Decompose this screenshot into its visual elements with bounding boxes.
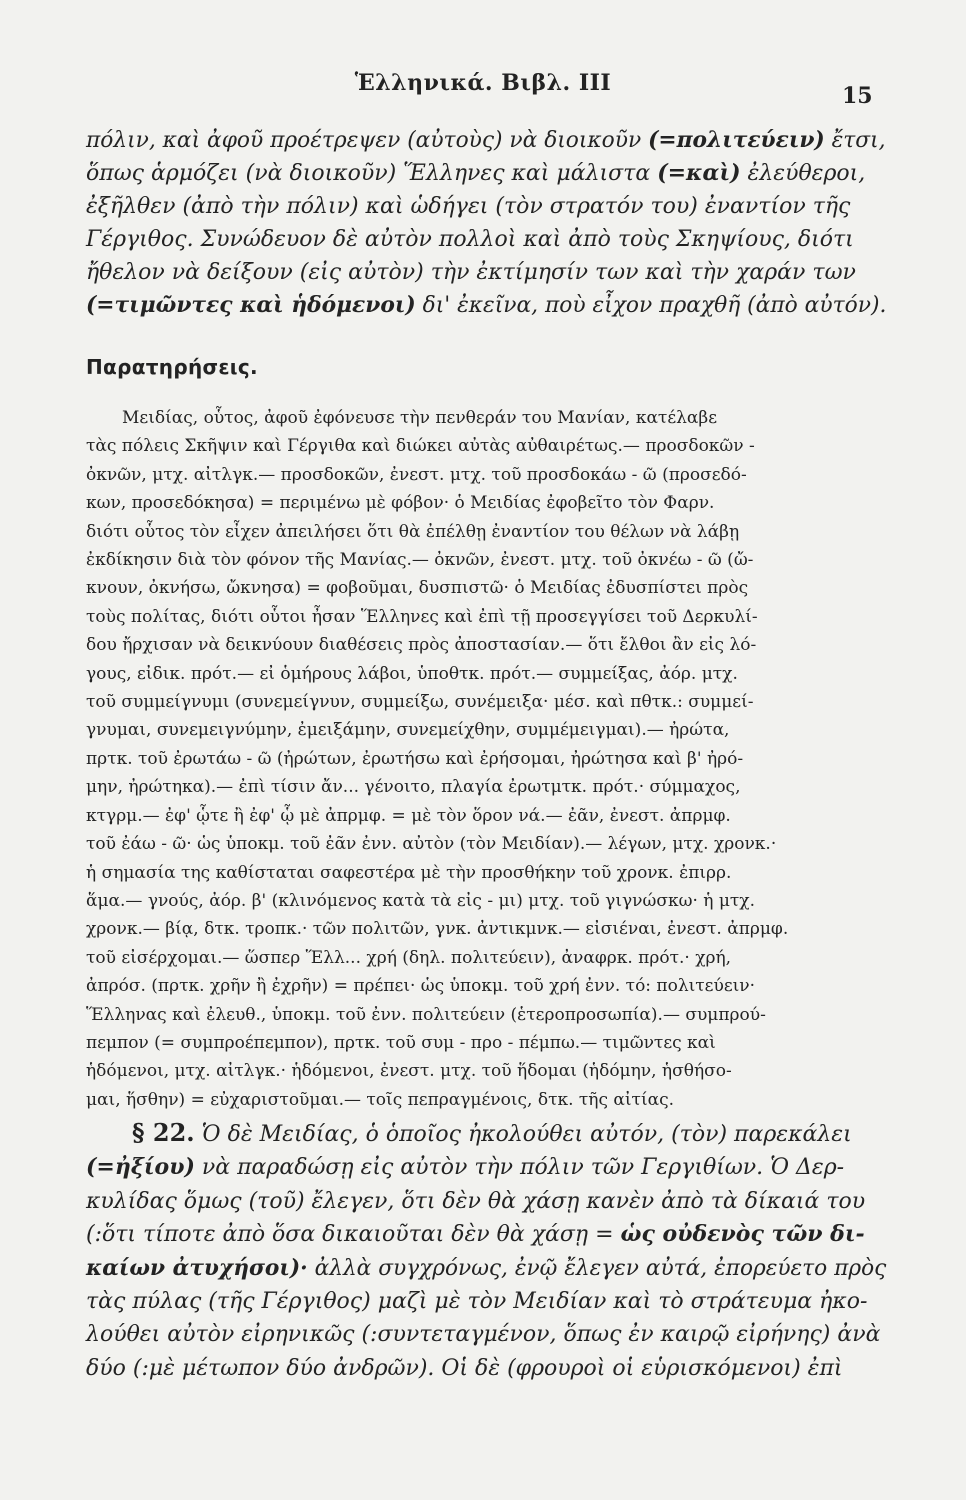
note-line: πεμπον (= συμπροέπεμπον), πρτκ. τοῦ συμ - προ - πέμπω.— τιμῶντες καὶ <box>86 1032 716 1053</box>
note-line: δου ἤρχισαν νὰ δεικνύουν διαθέσεις πρὸς ἀποστασίαν.— ὅτι ἔλθοι ἂν εἰς λό- <box>86 635 757 656</box>
note-line: κτγρμ.— ἐφ' ᾧτε ἢ ἐφ' ᾧ μὲ ἀπρμφ. = μὲ τὸν ὅρον νά.— ἐᾶν, ἐνεστ. ἀπρμφ. <box>86 805 731 826</box>
notes-heading: Παρατηρήσεις. <box>86 355 258 379</box>
note-line: κνουν, ὀκνήσω, ὤκνησα) = φοβοῦμαι, δυσπιστῶ· ὁ Μειδίας ἐδυσπίστει πρὸς <box>86 578 749 599</box>
text-line: τὰς πύλας (τῆς Γέργιθος) μαζὶ μὲ τὸν Μειδίαν καὶ τὸ στράτευμα ἠκο- <box>86 1289 868 1315</box>
note-line: ἡδόμενοι, μτχ. αἰτλγκ.· ἡδόμενοι, ἐνεστ. μτχ. τοῦ ἥδομαι (ἡδόμην, ἡσθήσο- <box>86 1061 732 1082</box>
section-22-paragraph <box>86 1116 886 1385</box>
text-line: κυλίδας ὅμως (τοῦ) ἔλεγεν, ὅτι δὲν θὰ χάσῃ κανὲν ἀπὸ τὰ δίκαιά του <box>86 1188 866 1214</box>
text-line: δύο (:μὲ μέτωπον δύο ἀνδρῶν). Οἱ δὲ (φρουροὶ οἱ εὑρισκόμενοι) ἐπὶ <box>86 1355 843 1381</box>
note-line: διότι οὗτος τὸν εἶχεν ἀπειλήσει ὅτι θὰ ἐπέλθῃ ἐναντίον του θέλων νὰ λάβῃ <box>86 521 740 542</box>
note-line: τοῦ εἰσέρχομαι.— ὥσπερ Ἕλλ... χρή (δηλ. πολιτεύειν), ἀναφρκ. πρότ.· χρή, <box>86 947 732 968</box>
note-line: τοὺς πολίτας, διότι οὗτοι ἦσαν Ἕλληνες καὶ ἐπὶ τῇ προσεγγίσει τοῦ Δερκυλί- <box>86 606 758 627</box>
note-line: πρτκ. τοῦ ἐρωτάω - ῶ (ἠρώτων, ἐρωτήσω καὶ ἐρήσομαι, ἠρώτησα καὶ β' ἠρό- <box>86 748 744 769</box>
page-number: 15 <box>842 83 873 109</box>
note-line: γους, εἰδικ. πρότ.— εἰ ὁμήρους λάβοι, ὑποθτκ. πρότ.— συμμείξας, ἀόρ. μτχ. <box>86 663 738 684</box>
text-line: λούθει αὐτὸν εἰρηνικῶς (:συντεταγμένον, ὅπως ἐν καιρῷ εἰρήνης) ἀνὰ <box>86 1322 881 1348</box>
note-line: ἐκδίκησιν διὰ τὸν φόνον τῆς Μανίας.— ὀκνῶν, ἐνεστ. μτχ. τοῦ ὀκνέω - ῶ (ὤ- <box>86 550 754 571</box>
text-line: (=ἠξίου) νὰ παραδώσῃ εἰς αὐτὸν τὴν πόλιν τῶν Γεργιθίων. Ὁ Δερ- <box>86 1154 845 1181</box>
text-line: καίων ἀτυχήσοι)· ἀλλὰ συγχρόνως, ἐνῷ ἔλεγεν αὐτά, ἐπορεύετο πρὸς <box>86 1254 887 1281</box>
note-line: τοῦ ἐάω - ῶ· ὡς ὑποκμ. τοῦ ἐᾶν ἐνν. αὐτὸν (τὸν Μειδίαν).— λέγων, μτχ. χρονκ.· <box>86 834 777 855</box>
text-line: § 22. Ὁ δὲ Μειδίας, ὁ ὁποῖος ἠκολούθει αὐτόν, (τὸν) παρεκάλει <box>132 1118 852 1147</box>
notes-paragraph <box>86 404 886 1114</box>
text-line: (:ὅτι τίποτε ἀπὸ ὅσα δικαιοῦται δὲν θὰ χάσῃ = ὡς οὐδενὸς τῶν δι- <box>86 1221 865 1248</box>
note-line: τὰς πόλεις Σκῆψιν καὶ Γέργιθα καὶ διώκει αὐτὰς αὐθαιρέτως.— προσδοκῶν - <box>86 436 755 457</box>
note-line: ἡ σημασία της καθίσταται σαφεστέρα μὲ τὴν προσθήκην τοῦ χρονκ. ἐπιρρ. <box>86 862 732 883</box>
note-line: μαι, ἥσθην) = εὐχαριστοῦμαι.— τοῖς πεπραγμένοις, δτκ. τῆς αἰτίας. <box>86 1089 675 1110</box>
text-line: ἐξῆλθεν (ἀπὸ τὴν πόλιν) καὶ ὡδήγει (τὸν στρατόν του) ἐναντίον τῆς <box>86 194 851 219</box>
section-number: § 22. <box>132 1118 195 1147</box>
running-title: Ἑλληνικά. Βιβλ. III <box>354 70 612 96</box>
note-line: μην, ἠρώτηκα).— ἐπὶ τίσιν ἄν... γένοιτο, πλαγία ἐρωτμτκ. πρότ.· σύμμαχος, <box>86 777 741 798</box>
translation-paragraph <box>86 124 886 322</box>
note-line: ἅμα.— γνούς, ἀόρ. β' (κλινόμενος κατὰ τὰ εἰς - μι) μτχ. τοῦ γιγνώσκω· ἡ μτχ. <box>86 890 755 911</box>
text-line: πόλιν, καὶ ἀφοῦ προέτρεψεν (αὐτοὺς) νὰ διοικοῦν (=πολιτεύειν) ἔτσι, <box>86 127 886 153</box>
note-line: χρονκ.— βίᾳ, δτκ. τροπκ.· τῶν πολιτῶν, γνκ. ἀντικμνκ.— εἰσιέναι, ἐνεστ. ἀπρμφ. <box>86 919 789 940</box>
text-line: ὅπως ἁρμόζει (νὰ διοικοῦν) Ἕλληνες καὶ μάλιστα (=καὶ) ἐλεύθεροι, <box>86 160 866 186</box>
note-line: Ἕλληνας καὶ ἐλευθ., ὑποκμ. τοῦ ἐνν. πολιτεύειν (ἑτεροπροσωπία).— συμπρού- <box>86 1004 766 1025</box>
note-line: τοῦ συμμείγνυμι (συνεμείγνυν, συμμείξω, συνέμειξα· μέσ. καὶ πθτκ.: συμμεί- <box>86 692 754 713</box>
text-line: Γέργιθος. Συνώδευον δὲ αὐτὸν πολλοὶ καὶ ἀπὸ τοὺς Σκηψίους, διότι <box>86 227 854 252</box>
note-line: κων, προσεδόκησα) = περιμένω μὲ φόβον· ὁ Μειδίας ἐφοβεῖτο τὸν Φαρν. <box>86 493 715 514</box>
note-line: ἀπρόσ. (πρτκ. χρῆν ἢ ἐχρῆν) = πρέπει· ὡς ὑποκμ. τοῦ χρή ἐνν. τό: πολιτεύειν· <box>86 976 756 997</box>
note-line: γνυμαι, συνεμειγνύμην, ἐμειξάμην, συνεμείχθην, συμμέμειγμαι).— ἠρώτα, <box>86 720 730 741</box>
note-line: ὀκνῶν, μτχ. αἰτλγκ.— προσδοκῶν, ἐνεστ. μτχ. τοῦ προσδοκάω - ῶ (προσεδό- <box>86 464 747 485</box>
text-line: (=τιμῶντες καὶ ἡδόμενοι) δι' ἐκεῖνα, ποὺ εἶχον πραχθῆ (ἀπὸ αὐτόν). <box>86 292 887 318</box>
note-line: Μειδίας, οὗτος, ἀφοῦ ἐφόνευσε τὴν πενθεράν του Μανίαν, κατέλαβε <box>122 408 718 428</box>
text-line: ἤθελον νὰ δείξουν (εἰς αὐτὸν) τὴν ἐκτίμησίν των καὶ τὴν χαράν των <box>86 260 856 285</box>
